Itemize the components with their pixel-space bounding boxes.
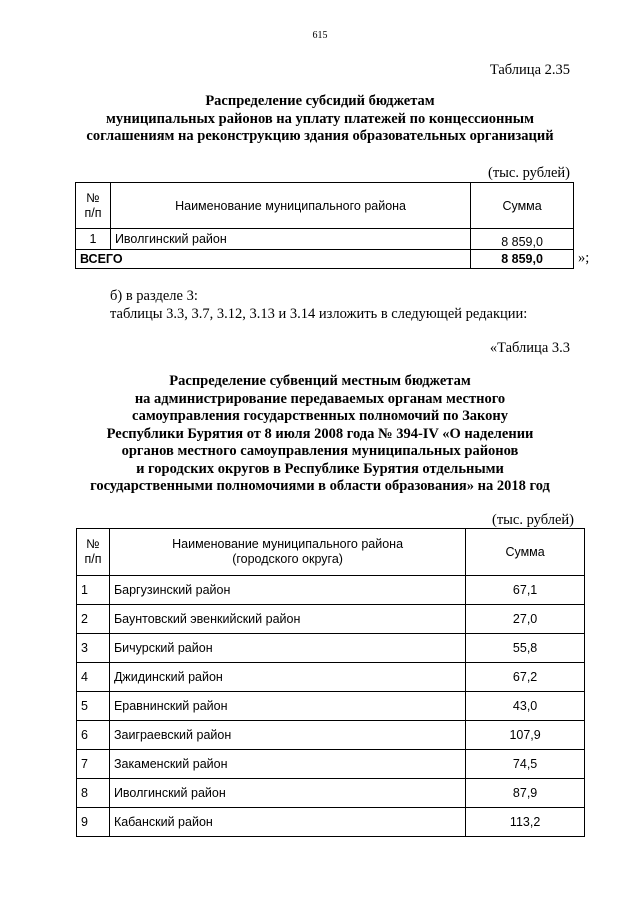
title-line: органов местного самоуправления муниципальных районов	[121, 443, 519, 459]
cell-sum: 8 859,0	[471, 229, 574, 250]
table-2-35-label: Таблица 2.35	[489, 62, 570, 78]
table-total-row	[76, 250, 574, 269]
table-row	[77, 692, 585, 721]
title-line: самоуправления государственных полномочий по Закону	[131, 408, 509, 424]
total-label: ВСЕГО	[76, 250, 471, 269]
header-num: № п/п	[76, 183, 111, 229]
cell-num: 8	[77, 779, 110, 808]
cell-num: 7	[77, 750, 110, 779]
cell-num: 3	[77, 634, 110, 663]
cell-name: Еравнинский район	[109, 692, 465, 721]
header-sum: Сумма	[466, 529, 585, 576]
title-line: на администрирование передаваемых органам местного	[134, 390, 506, 407]
table-2-35-title	[60, 93, 580, 146]
title-line: соглашениям на реконструкцию здания образовательных организаций	[86, 128, 554, 144]
cell-num: 6	[77, 721, 110, 750]
cell-name: Закаменский район	[109, 750, 465, 779]
table-row	[77, 750, 585, 779]
title-line: Распределение субсидий бюджетам	[205, 93, 435, 109]
table-2-35	[75, 182, 574, 269]
cell-name: Иволгинский район	[110, 229, 470, 250]
cell-num: 9	[77, 808, 110, 837]
title-line: муниципальных районов на уплату платежей по концессионным	[106, 110, 534, 127]
cell-sum: 107,9	[466, 721, 585, 750]
cell-sum: 87,9	[466, 779, 585, 808]
cell-num: 4	[77, 663, 110, 692]
table-row	[77, 634, 585, 663]
cell-num: 1	[77, 576, 110, 605]
cell-sum: 67,1	[466, 576, 585, 605]
cell-name: Баунтовский эвенкийский район	[109, 605, 465, 634]
title-line: государственными полномочиями в области образования» на 2018 год	[90, 478, 550, 494]
cell-sum: 43,0	[466, 692, 585, 721]
section-text-line1: б) в разделе 3:	[110, 288, 198, 304]
table-2-35-units: (тыс. рублей)	[488, 165, 570, 181]
table-row	[77, 779, 585, 808]
cell-name: Кабанский район	[109, 808, 465, 837]
cell-num: 5	[77, 692, 110, 721]
table-header-row	[76, 183, 574, 229]
cell-name: Иволгинский район	[109, 779, 465, 808]
table-row	[77, 576, 585, 605]
table-3-3-units: (тыс. рублей)	[492, 512, 574, 528]
cell-sum: 27,0	[466, 605, 585, 634]
table-row	[77, 663, 585, 692]
title-line: Республики Бурятия от 8 июля 2008 года № 394-IV «О наделении	[106, 425, 534, 442]
cell-sum: 67,2	[466, 663, 585, 692]
cell-name: Заиграевский район	[109, 721, 465, 750]
table-row	[77, 721, 585, 750]
closing-quote: »;	[578, 250, 590, 266]
table-row	[76, 229, 574, 250]
table-3-3	[76, 528, 585, 837]
page-number: 615	[312, 30, 328, 41]
header-sum: Сумма	[471, 183, 574, 229]
cell-name: Джидинский район	[109, 663, 465, 692]
table-row	[77, 808, 585, 837]
cell-sum: 55,8	[466, 634, 585, 663]
table-3-3-title	[60, 373, 580, 496]
cell-num: 2	[77, 605, 110, 634]
header-name: Наименование муниципального района	[110, 183, 470, 229]
cell-num: 1	[76, 229, 111, 250]
section-text-line2: таблицы 3.3, 3.7, 3.12, 3.13 и 3.14 изложить в следующей редакции:	[110, 306, 528, 322]
cell-name: Бичурский район	[109, 634, 465, 663]
table-row	[77, 605, 585, 634]
cell-sum: 74,5	[466, 750, 585, 779]
table-header-row	[77, 529, 585, 576]
table-3-3-label: «Таблица 3.3	[489, 340, 570, 356]
title-line: и городских округов в Республике Бурятия отдельными	[136, 460, 504, 477]
total-sum: 8 859,0	[471, 250, 574, 269]
header-name: Наименование муниципального района (городского округа)	[109, 529, 465, 576]
cell-name: Баргузинский район	[109, 576, 465, 605]
header-num: № п/п	[77, 529, 110, 576]
title-line: Распределение субвенций местным бюджетам	[169, 373, 471, 389]
cell-sum: 113,2	[466, 808, 585, 837]
